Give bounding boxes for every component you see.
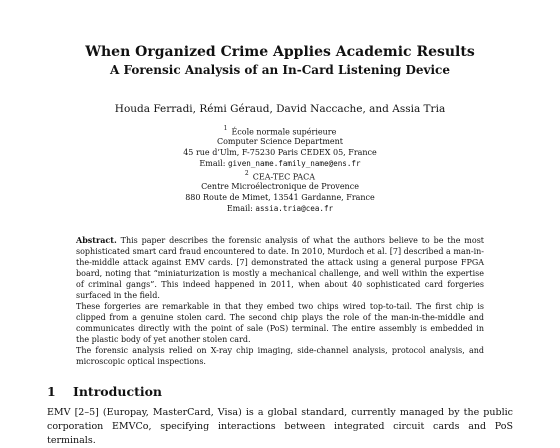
- affiliation-2-email: Email: assia.tria@cea.fr: [226, 204, 334, 213]
- affiliation-1-mark: 1: [223, 125, 228, 132]
- author-list: Houda Ferradi, Rémi Géraud, David Naccache, and Assia Tria: [114, 103, 446, 115]
- abstract: [76, 235, 484, 367]
- email-address[interactable]: given_name.family_name@ens.fr: [227, 159, 361, 168]
- affiliation-2-dept: Centre Microélectronique de Provence: [201, 182, 359, 191]
- affiliation-2-name: $^2$ CEA-TEC PACA: [244, 170, 316, 182]
- section-number: 1: [47, 384, 56, 399]
- affiliation-1-email: Email: given_name.family_name@ens.fr: [199, 159, 361, 168]
- email-address[interactable]: assia.tria@cea.fr: [255, 204, 334, 213]
- affiliation-2-mark: 2: [244, 170, 249, 177]
- section-title: Introduction: [73, 384, 163, 399]
- section-heading: [47, 384, 162, 399]
- affiliation-1-address: 45 rue d’Ulm, F-75230 Paris CEDEX 05, France: [183, 148, 377, 157]
- abstract-paragraph-1: Abstract. This paper describes the forensic analysis of what the authors believe to be the most sophisticated smart card fraud encountered to date. In 2010, Murdoch et al. [7] described a man-in-the-middle attack against EMV cards. [7] demonstrated the attack using a general purpose FPGA board, noting that “miniaturization is mostly a mechanical challenge, and well within the expertise of criminal gangs”. This indeed happened in 2011, when about 40 sophisticated card forgeries surfaced in the field.: [76, 235, 485, 300]
- paper-subtitle: A Forensic Analysis of an In-Card Listening Device: [109, 63, 450, 77]
- affiliation-1-dept: Computer Science Department: [216, 137, 344, 146]
- affiliation-2-address: 880 Route de Mimet, 13541 Gardanne, France: [185, 193, 375, 202]
- affiliation-1-name: $^1$ École normale supérieure: [223, 125, 337, 137]
- abstract-paragraph-2: These forgeries are remarkable in that they embed two chips wired top-to-tail. The first chip is clipped from a genuine stolen card. The second chip plays the role of the man-in-the-middle and communicates directly with the point of sale (PoS) terminal. The entire assembly is embedded in the plastic body of yet another stolen card.: [76, 302, 484, 344]
- abstract-label: Abstract.: [76, 235, 117, 245]
- abstract-paragraph-3: The forensic analysis relied on X-ray chip imaging, side-channel analysis, protocol analysis, and microscopic optical inspections.: [76, 346, 484, 366]
- paper-title: When Organized Crime Applies Academic Results: [85, 44, 475, 60]
- intro-text: [47, 406, 513, 448]
- intro-paragraph: EMV [2–5] (Europay, MasterCard, Visa) is a global standard, currently managed by the public corporation EMVCo, specifying interactions between integrated circuit cards and PoS terminals.: [47, 407, 513, 446]
